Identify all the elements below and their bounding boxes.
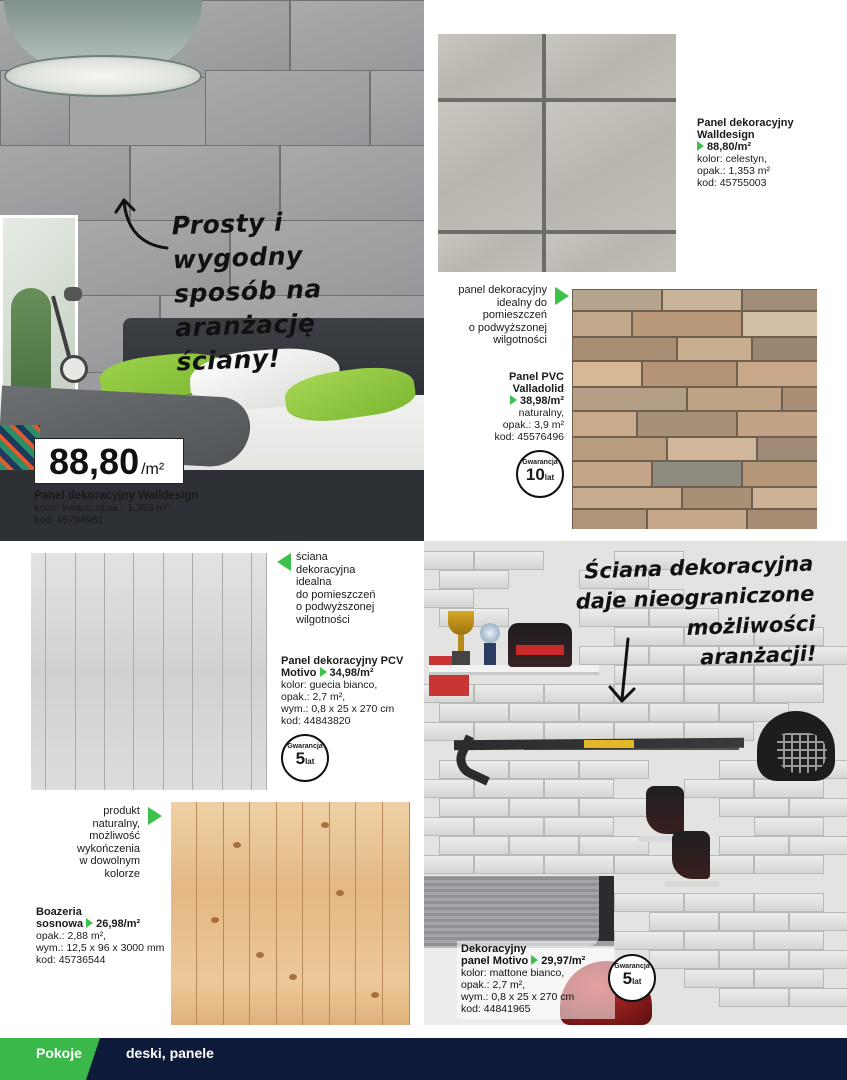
footer-topic-label: deski, panele: [126, 1045, 214, 1061]
motivo-size: wym.: 0,8 x 25 x 270 cm: [461, 991, 575, 1003]
guecia-code: kod: 44843820: [281, 715, 351, 727]
hero-tagline-line: sposób na: [173, 274, 323, 309]
pine-product-info: [36, 906, 166, 966]
pine-note: [40, 805, 140, 880]
hockey-helmet: [757, 711, 835, 781]
pine-price: 26,98/m²: [96, 918, 141, 930]
note-line: ściana: [296, 551, 328, 563]
footer-section-label: Pokoje: [36, 1045, 82, 1061]
note-line: panel dekoracyjny: [458, 284, 547, 296]
guarantee-badge: [281, 734, 329, 782]
motivo-price: 29,97/m²: [541, 955, 586, 967]
walldesign-product-info: [697, 117, 837, 189]
motivo-name: Dekoracyjny: [461, 943, 527, 955]
note-line: pomieszczeń: [482, 309, 547, 321]
note-line: dekoracyjna: [296, 563, 356, 576]
pine-code: kod: 45736544: [36, 954, 106, 966]
pine-name-row: [36, 918, 166, 930]
alarm-clock: [60, 355, 88, 383]
valladolid-price-row: [478, 395, 564, 407]
pine-name: Boazeria: [36, 906, 82, 918]
hockey-tagline-line: daje nieograniczone: [575, 581, 815, 614]
motivo-color: kolor: mattone bianco,: [461, 967, 565, 979]
hockey-stick-label: [584, 740, 634, 748]
hero-tagline: [171, 201, 427, 380]
guarantee-badge: [516, 450, 564, 498]
motivo-code: kod: 44841965: [461, 1003, 531, 1015]
guarantee-unit: lat: [632, 977, 642, 986]
valladolid-name: Valladolid: [512, 383, 564, 395]
valladolid-color: naturalny,: [518, 407, 564, 419]
hero-tagline-line: aranżację ściany!: [174, 308, 316, 377]
guecia-size: wym.: 0,8 x 25 x 270 cm: [281, 703, 395, 715]
hero-price-box: [34, 438, 184, 484]
hockey-tagline: [553, 548, 817, 677]
hero-tagline-line: Prosty i wygodny: [171, 207, 304, 275]
hero-price: 88,80: [49, 441, 140, 482]
note-line: o podwyższonej: [468, 321, 547, 334]
walldesign-panel-swatch: [438, 34, 676, 272]
walldesign-name: Walldesign: [697, 129, 755, 141]
hero-product-caption: [34, 490, 254, 526]
guecia-name: Panel dekoracyjny PCV: [281, 655, 404, 667]
valladolid-price: 38,98/m²: [519, 395, 564, 407]
guarantee-label: Gwarancja: [614, 963, 650, 970]
down-arrow-icon: [600, 635, 640, 705]
walldesign-code: kod: 45755003: [697, 177, 767, 189]
triangle-bullet-icon: [320, 667, 327, 677]
note-line: wilgotności: [493, 334, 547, 346]
note-line: o podwyższonej: [296, 601, 375, 613]
valladolid-code: kod: 45576496: [494, 431, 564, 443]
note-line: kolorze: [104, 867, 140, 880]
pine-name: sosnowa: [36, 918, 84, 930]
note-line: produkt: [103, 805, 140, 817]
guarantee-years-row: [283, 750, 327, 770]
walldesign-price-row: [697, 141, 837, 153]
green-triangle-icon: [555, 287, 569, 305]
silver-trophy: [478, 619, 502, 665]
note-line: wilgotności: [296, 613, 350, 626]
note-line: do pomieszczeń: [296, 588, 376, 601]
triangle-bullet-icon: [531, 955, 538, 965]
guarantee-badge: [608, 954, 656, 1002]
hero-product-name: Panel dekoracyjny Walldesign: [34, 490, 199, 502]
triangle-bullet-icon: [697, 141, 704, 151]
guarantee-unit: lat: [544, 473, 555, 482]
pendant-lamp: [0, 0, 205, 100]
gold-trophy: [448, 601, 474, 665]
hockey-tagline-line: możliwości: [686, 611, 816, 640]
bed-mattress: [424, 876, 599, 946]
guecia-color: kolor: guecia bianco,: [281, 679, 378, 691]
ice-skate: [662, 831, 722, 901]
note-line: możliwość: [89, 830, 140, 842]
hero-product-details: kolor: kwarc, opak.: 1,353 m²: [34, 502, 169, 514]
guarantee-years-row: [610, 970, 654, 990]
note-line: idealna: [296, 576, 332, 588]
walldesign-color: kolor: celestyn,: [697, 153, 768, 165]
green-triangle-icon: [148, 807, 162, 825]
note-line: w dowolnym: [79, 855, 140, 867]
guarantee-years: 5: [295, 749, 306, 768]
motivo-name: panel Motivo: [461, 955, 529, 967]
guarantee-label: Gwarancja: [522, 459, 558, 466]
valladolid-name: Panel PVC: [508, 371, 564, 383]
guecia-price: 34,98/m²: [329, 667, 374, 679]
motivo-product-info: [461, 943, 611, 1015]
guecia-note: [296, 551, 416, 626]
valladolid-note: [440, 284, 547, 347]
motivo-name-row: [461, 955, 611, 967]
pine-size: wym.: 12,5 x 96 x 3000 mm: [36, 942, 165, 954]
green-triangle-icon: [277, 553, 291, 571]
hero-product-code: kod: 45754961: [34, 514, 104, 526]
note-line: wykończenia: [77, 842, 140, 855]
guecia-name-row: [281, 667, 421, 679]
valladolid-product-info: [478, 371, 564, 443]
walldesign-price: 88,80/m²: [707, 141, 752, 153]
motivo-pack: opak.: 2,7 m²,: [461, 979, 526, 991]
guecia-panel-swatch: [31, 553, 267, 790]
walldesign-pack: opak.: 1,353 m²: [697, 165, 770, 177]
hero-price-unit: /m²: [141, 461, 165, 478]
hockey-tagline-line: Ściana dekoracyjna: [583, 551, 814, 584]
pine-boards-swatch: [171, 802, 410, 1025]
guarantee-unit: lat: [305, 757, 315, 766]
guarantee-years: 10: [525, 465, 545, 484]
valladolid-stone-swatch: [572, 289, 817, 529]
guarantee-years-row: [518, 466, 562, 486]
guecia-product-info: [281, 655, 421, 727]
triangle-bullet-icon: [86, 918, 93, 928]
note-line: idealny do: [496, 296, 547, 309]
hockey-tagline-line: aranżacji!: [699, 641, 817, 670]
valladolid-pack: opak.: 3,9 m²: [502, 419, 564, 431]
guarantee-label: Gwarancja: [287, 743, 323, 750]
walldesign-name: Panel dekoracyjny: [697, 117, 794, 129]
guarantee-years: 5: [622, 969, 633, 988]
triangle-bullet-icon: [510, 395, 517, 405]
guecia-name: Motivo: [281, 667, 317, 679]
note-line: naturalny,: [92, 817, 140, 830]
pine-pack: opak.: 2,88 m²,: [36, 930, 107, 942]
guecia-pack: opak.: 2,7 m²,: [281, 691, 346, 703]
